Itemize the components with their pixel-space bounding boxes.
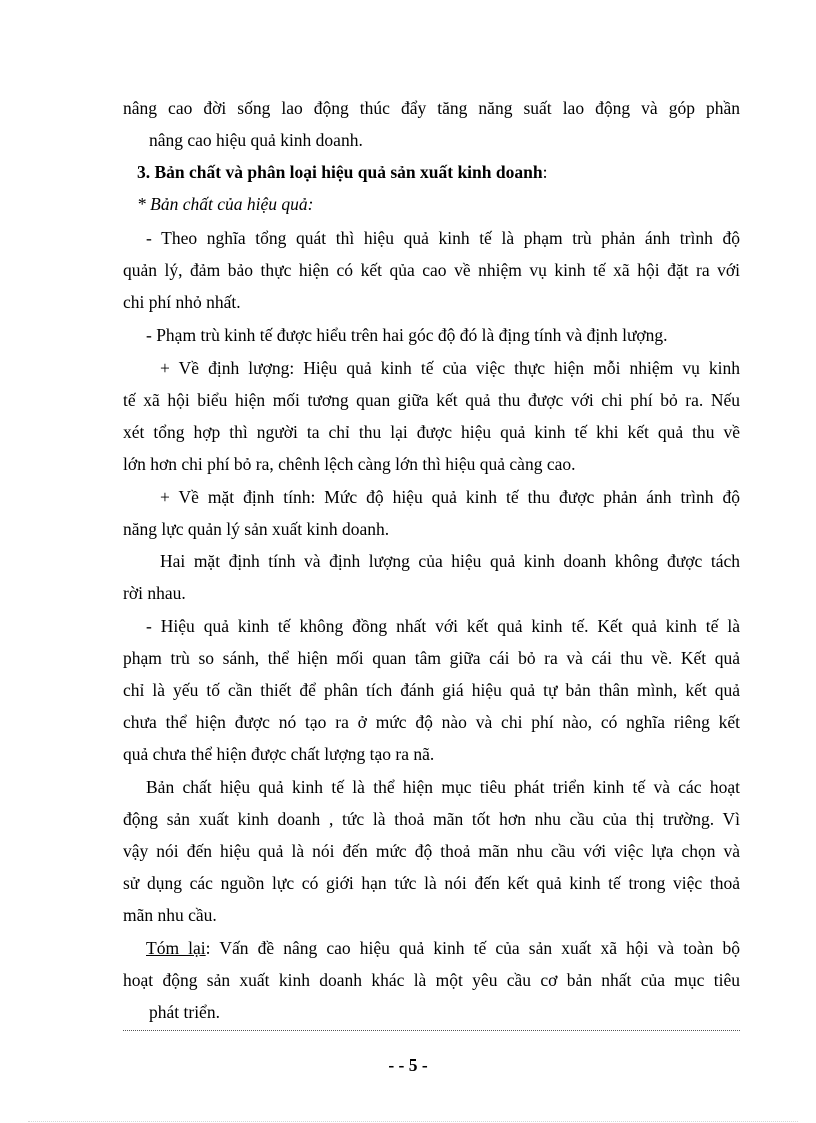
body-line: lớn hơn chi phí bỏ ra, chênh lệch càng lớn thì hiệu quả càng cao. [123, 454, 576, 474]
body-line: phạm trù so sánh, thể hiện mối quan tâm giữa cái bỏ ra và cái thu về. Kết quả [123, 648, 740, 668]
body-line: chỉ là yếu tố cần thiết để phân tích đánh giá hiệu quả tự bản thân mình, kết quả [123, 680, 740, 700]
conclusion-text: : Vấn đề nâng cao hiệu quả kinh tế của sản xuất xã hội và toàn bộ [205, 938, 740, 958]
section-heading [137, 160, 547, 184]
body-line: tế xã hội biểu hiện mối tương quan giữa kết quả thu được với chi phí bỏ ra. Nếu [123, 390, 740, 410]
body-line: chi phí nhỏ nhất. [123, 292, 241, 312]
page-number: - - 5 - [388, 1055, 428, 1075]
body-line: nâng cao hiệu quả kinh doanh. [149, 130, 363, 150]
body-line: hoạt động sản xuất kinh doanh khác là một yêu cầu cơ bản nhất của mục tiêu [123, 970, 740, 990]
body-line: nâng cao đời sống lao động thúc đẩy tăng năng suất lao động và góp phần [123, 98, 740, 118]
conclusion-label: Tóm lại [146, 938, 206, 958]
body-line: quả chưa thể hiện được chất lượng tạo ra nã. [123, 744, 435, 764]
page-bottom-divider [28, 1121, 798, 1122]
conclusion-line [146, 936, 740, 960]
body-line: xét tổng hợp thì người ta chỉ thu lại được hiệu quả kinh tế khi kết quả thu về [123, 422, 740, 442]
body-line: - Theo nghĩa tổng quát thì hiệu quả kinh tế là phạm trù phản ánh trình độ [146, 228, 740, 248]
section-heading-colon: : [542, 162, 548, 182]
body-line: vậy nói đến hiệu quả là nói đến mức độ thoả mãn nhu cầu với việc lựa chọn và [123, 841, 740, 861]
body-line: năng lực quản lý sản xuất kinh doanh. [123, 519, 390, 539]
body-line: - Hiệu quả kinh tế không đồng nhất với kết quả kinh tế. Kết quả kinh tế là [146, 616, 740, 636]
subheading: * Bản chất của hiệu quả: [137, 194, 314, 214]
body-line: - Phạm trù kinh tế được hiểu trên hai góc độ đó là địng tính và định lượng. [146, 325, 668, 345]
body-line: rời nhau. [123, 583, 186, 603]
body-line: + Về định lượng: Hiệu quả kinh tế của việc thực hiện mỗi nhiệm vụ kinh [160, 358, 740, 378]
body-line: Bản chất hiệu quả kinh tế là thể hiện mục tiêu phát triển kinh tế và các hoạt [146, 777, 740, 797]
footer-divider [123, 1030, 740, 1031]
body-line: mãn nhu cầu. [123, 905, 217, 925]
body-line: chưa thể hiện được nó tạo ra ở mức độ nào và chi phí nào, có nghĩa riêng kết [123, 712, 740, 732]
section-heading-text: 3. Bản chất và phân loại hiệu quả sản xuất kinh doanh [137, 162, 543, 182]
body-line: phát triển. [149, 1002, 220, 1022]
body-line: động sản xuất kinh doanh , tức là thoả mãn tốt hơn nhu cầu của thị trường. Vì [123, 809, 740, 829]
body-line: Hai mặt định tính và định lượng của hiệu quả kinh doanh không được tách [160, 551, 740, 571]
body-line: sử dụng các nguồn lực có giới hạn tức là nói đến kết quả kinh tế trong việc thoả [123, 873, 740, 893]
body-line: quản lý, đảm bảo thực hiện có kết qủa cao về nhiệm vụ kinh tế xã hội đặt ra với [123, 260, 740, 280]
body-line: + Về mặt định tính: Mức độ hiệu quả kinh tế thu được phản ánh trình độ [160, 487, 740, 507]
